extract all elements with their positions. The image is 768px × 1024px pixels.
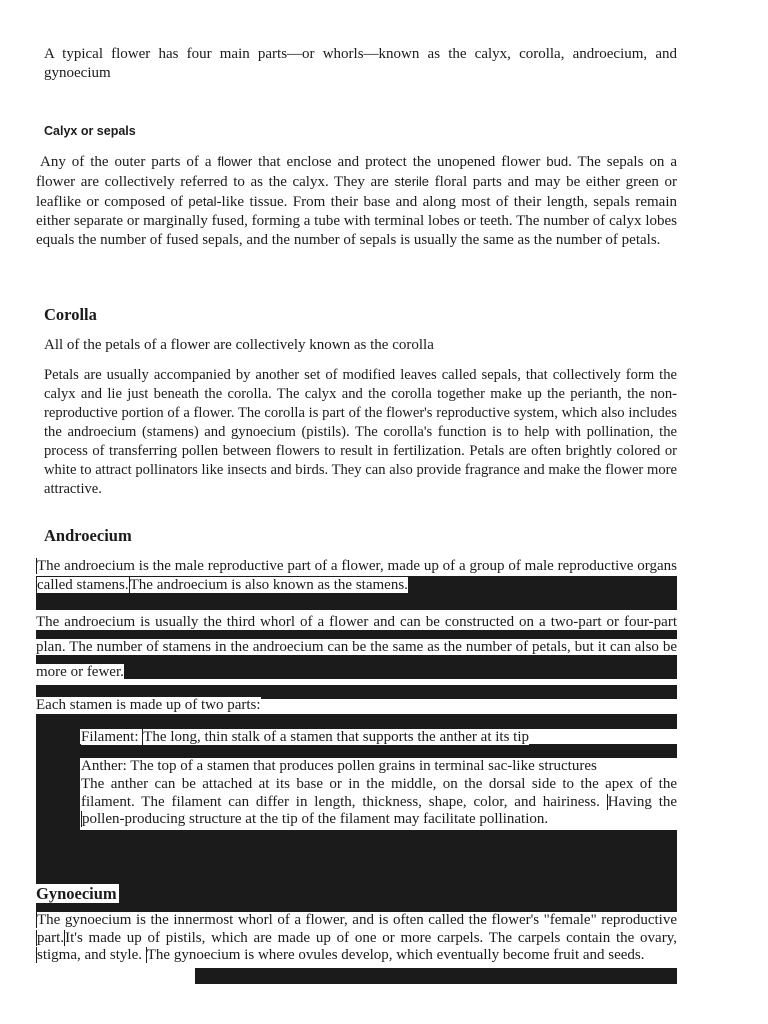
calyx-paragraph	[36, 152, 677, 250]
androecium-heading: Androecium	[44, 526, 132, 545]
flower-link[interactable]: flower	[217, 154, 253, 169]
filament-item	[81, 728, 677, 747]
anther-item	[81, 757, 677, 776]
androecium-text-1a: The androecium is the male reproductive part of a flower, made up of a group of male reproductive organs called stamens.	[37, 558, 677, 593]
petal-link[interactable]: petal	[188, 194, 217, 209]
anther-detail-a: The anther can be attached at its base or in the middle, on the dorsal side to the apex of the filament.	[81, 776, 677, 810]
stamen-parts-intro: Each stamen is made up of two parts:	[36, 697, 261, 713]
intro-paragraph: A typical flower has four main parts—or whorls—known as the calyx, corolla, androecium, and gynoecium	[44, 46, 677, 81]
filament-text: The long, thin stalk of a stamen that supports the anther at its tip	[143, 729, 530, 745]
androecium-paragraph-2	[36, 610, 677, 685]
sterile-link[interactable]: sterile	[394, 174, 430, 189]
calyx-text-4: floral parts and may be either green or leaflike or composed of	[36, 174, 677, 210]
gynoecium-heading-text: Gynoecium	[36, 884, 117, 903]
selection-block	[195, 968, 677, 984]
selection-block	[36, 830, 677, 912]
calyx-heading: Calyx or sepals	[44, 124, 136, 138]
anther-details	[81, 776, 677, 829]
gynoecium-paragraph	[36, 912, 677, 965]
bud-link[interactable]: bud	[546, 154, 569, 169]
gynoecium-text-b: It's made up of pistils, which are made up of one or more carpels. The carpels contain the ovary, stigma, and style.	[37, 929, 677, 963]
androecium-paragraph-1	[36, 557, 677, 595]
corolla-heading: Corolla	[44, 305, 97, 324]
selection-block	[36, 728, 80, 846]
gynoecium-text-a: The gynoecium is the innermost whorl of a flower, and is often called the flower's "female" reproductive part.	[37, 912, 677, 946]
androecium-text-1b: The androecium is also known as the stamens.	[129, 577, 408, 593]
selection-block	[36, 714, 677, 729]
anther-detail-c: Having the pollen-producing structure at the tip of the filament may facilitate pollination.	[82, 793, 678, 827]
calyx-text-3: . The sepals on a flower are collectively referred to as the calyx. They are	[36, 154, 677, 190]
androecium-paragraph-3	[36, 696, 677, 715]
calyx-text-5: -like tissue. From their base and along most of their length, sepals remain either separate or marginally fused, forming a tube with terminal lobes or teeth. The number of calyx lobes equals the number of fused sepals, and the number of sepals is usually the same as the number of petals.	[36, 194, 677, 248]
gynoecium-heading	[36, 884, 119, 904]
gynoecium-text-c: The gynoecium is where ovules develop, which eventually become fruit and seeds.	[146, 947, 645, 963]
calyx-text-2: that enclose and protect the unopened flower	[252, 154, 547, 170]
anther-text: Anther: The top of a stamen that produces pollen grains in terminal sac-like structures	[81, 758, 597, 774]
anther-detail-b: The filament can differ in length, thickness, shape, color, and hairiness.	[141, 793, 600, 810]
filament-label: Filament:	[81, 729, 143, 745]
androecium-text-2: The androecium is usually the third whorl of a flower and can be constructed on a two-part or four-part plan. The number of stamens in the androecium can be the same as the number of petals, but it can also be more or fewer.	[36, 614, 677, 680]
calyx-text-1: Any of the outer parts of a	[40, 154, 218, 170]
corolla-paragraph: Petals are usually accompanied by another set of modified leaves called sepals, that collectively form the calyx and lie just beneath the corolla. The calyx and the corolla together make up the perianth, the non-reproductive portion of a flower. The corolla is part of the flower's reproductive system, which also includes the androecium (stamens) and gynoecium (pistils). The corolla's function is to help with pollination, the process of transferring pollen between flowers to result in fertilization. Petals are often brightly colored or white to attract pollinators like insects and birds. They can also provide fragrance and make the flower more attractive.	[44, 367, 677, 497]
corolla-intro: All of the petals of a flower are collectively known as the corolla	[44, 337, 434, 353]
